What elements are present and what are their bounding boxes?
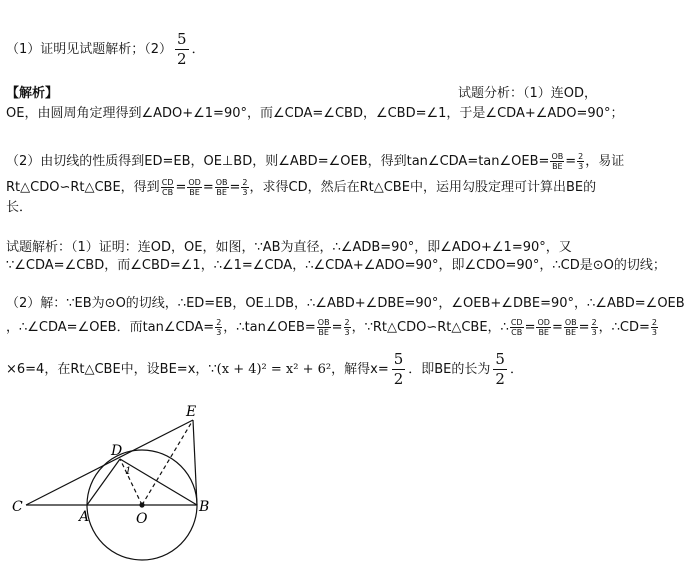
fraction-cd-cb-2: $\frac{CD}{CB}$: [510, 318, 523, 337]
label-a: A: [79, 509, 90, 525]
fraction-ob-be-4: $\frac{OB}{BE}$: [564, 318, 577, 337]
analysis-line-3: Rt△CDO∽Rt△CBE，得到 $\frac{CD}{CB}$ = $\frac{OD}{BE}$ = $\frac{OB}{BE}$ = $\frac{2}{3}$ ，求得CD，然后在Rt△CBE中，运用勾股定理可计算出BE的: [6, 178, 597, 197]
fraction-2-3-c: $\frac{2}{3}$: [216, 318, 222, 337]
answer-text: （1）证明见试题解析；（2）: [6, 42, 173, 57]
fraction-2-3-b: $\frac{2}{3}$: [242, 178, 248, 197]
fraction-ob-be-3: $\frac{OB}{BE}$: [317, 318, 330, 337]
analysis-label: 【解析】: [6, 86, 59, 101]
fraction-2-3-f: $\frac{2}{3}$: [651, 318, 658, 337]
answer-line: （1）证明见试题解析；（2） $\frac{5}{2}$ ．: [6, 30, 205, 68]
analysis-title-right: 试题分析：（1）连OD，: [458, 86, 598, 101]
answer-fraction: $\frac{5}{2}$: [177, 30, 187, 68]
fraction-od-be-2: $\frac{OD}{BE}$: [537, 318, 550, 337]
label-c: C: [12, 499, 23, 515]
analysis-line-2: （2）由切线的性质得到ED=EB，OE⊥BD，则∠ABD=∠OEB，得到tan∠CDA=tan∠OEB= $\frac{OB}{BE}$ = $\frac{2}{3}$ ，易证: [6, 152, 625, 171]
label-b: B: [199, 499, 210, 515]
solution-p2-line-2: ，∴∠CDA=∠OEB．而tan∠CDA= $\frac{2}{3}$ ，∴tan∠OEB= $\frac{OB}{BE}$ = $\frac{2}{3}$ ，∵Rt△CDO∽Rt△CBE，∴ $\frac{CD}{CB}$ = $\frac{OD}{BE}$ = $\frac{OB}{BE}$ = $\frac{2}{3}$ ，∴CD= $\frac{2}{3}$: [6, 318, 658, 337]
label-d: D: [111, 443, 123, 459]
label-e: E: [186, 404, 197, 420]
analysis-line-1: OE，由圆周角定理得到∠ADO+∠1=90°，而∠CDA=∠CBD，∠CBD=∠1，于是∠CDA+∠ADO=90°；: [6, 106, 624, 121]
result-fraction-2: $\frac{5}{2}$: [495, 350, 505, 388]
solution-p1-line-2: ∵∠CDA=∠CBD，而∠CBD=∠1，∴∠1=∠CDA，∴∠CDA+∠ADO=90°，即∠CDO=90°，∴CD是⊙O的切线；: [6, 258, 666, 273]
equation: (x + 4)² = x² + 6²: [216, 362, 332, 377]
fraction-od-be: $\frac{OD}{BE}$: [188, 178, 201, 197]
center-o-dot: [139, 502, 144, 507]
solution-p2-line-1: （2）解：∵EB为⊙O的切线，∴ED=EB，OE⊥DB，∴∠ABD+∠DBE=90°，∠OEB+∠DBE=90°，∴∠ABD=∠OEB: [6, 296, 685, 311]
fraction-2-3-d: $\frac{2}{3}$: [344, 318, 350, 337]
label-1: 1: [125, 466, 132, 477]
fraction-2-3-e: $\frac{2}{3}$: [591, 318, 597, 337]
fraction-ob-be-2: $\frac{OB}{BE}$: [215, 178, 228, 197]
fraction-ob-be: $\frac{OB}{BE}$: [551, 152, 564, 171]
solution-p1-line-1: 试题解析：（1）证明：连OD，OE，如图，∵AB为直径，∴∠ADB=90°，即∠ADO+∠1=90°，又: [6, 240, 572, 255]
analysis-line-4: 长．: [6, 200, 33, 215]
solution-p2-line-3: ×6=4，在Rt△CBE中，设BE=x，∵(x + 4)² = x² + 6²，解得x= $\frac{5}{2}$ ．即BE的长为 $\frac{5}{2}$ ．: [6, 350, 523, 388]
fraction-cd-cb: $\frac{CD}{CB}$: [161, 178, 174, 197]
fraction-2-3: $\frac{2}{3}$: [578, 152, 584, 171]
line-d-b: [120, 459, 197, 505]
label-o: O: [136, 511, 148, 527]
result-fraction: $\frac{5}{2}$: [393, 350, 404, 388]
